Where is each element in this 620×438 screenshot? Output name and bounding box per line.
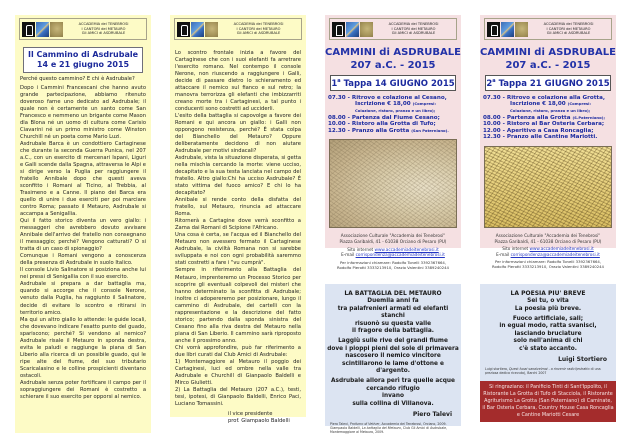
academy-header: [484, 18, 612, 40]
academy-names: ACCADEMIA dei TENEBROSI I CANTORI del METAURO Gli AMICI di ASDRUBALE: [543, 22, 594, 36]
stanza: Fuoco artificiale, sali; in egual modo, ratta svanisci, lasciando bruciature solo nell'anima di chi c'è stato accanto.: [499, 315, 597, 352]
paragraph: Annibale si rende conto della disfatta del fratello, sul Metauro, rinuncia ad attaccare Roma.: [175, 197, 301, 218]
asdrubale-logo-icon: [50, 22, 63, 37]
book-reference: 1) Montemaggiore al Metauro il poggio dei Cartaginesi, luci ed ombre nella valle tra Asdrubale e Churchill di Gianpaolo Baldelli e Mirco Giulietti.: [175, 358, 301, 386]
poem-battaglia-panel: [325, 284, 461, 435]
panel-stage-1: [325, 15, 461, 270]
poem-title: LA BATTAGLIA DEL METAURO: [344, 290, 442, 297]
poem-author: Luigi Stortiero: [558, 356, 607, 363]
stanza: Laggiù sulle rive del grandi fiume dove i pioppi pieni del sole di primavera nascosero il nemico vincitore scintillarono le lame d'ottone e d'argento.: [327, 338, 459, 374]
battle-body: [170, 50, 306, 408]
website-link[interactable]: www.accademiadeitenebrosi.it: [374, 246, 439, 252]
cantori-logo-icon: [346, 22, 359, 37]
logo-group: [487, 22, 528, 37]
acknowledgements-box: Si ringraziano: il Panificio Tinti di Sant'Ippolito, il Ristorante La Grotta di Tufo di Stacciola, il Ristorante Agriturismo La Grotta (San Paterniano) di Caminate, il Bar Osteria Cerbara, Country House Casa Roncaglia e Cantine Mariotti Cesare: [480, 381, 616, 422]
book-reference: 2) La Battaglia del Metauro (207 a.C.), testi, tesi, ipotesi, di Gianpaolo Baldelli, Enrico Paci, Luciano Tomassini.: [175, 386, 301, 407]
cantori-logo-icon: [191, 22, 204, 37]
paragraph: Dopo i Cammini Francescani che hanno avuto grande partecipazione, abbiamo ritenuto doveroso farne uno dedicato ad Asdrubale; il quale non è certamente un santo come San Francesco e nemmeno un brigante come Mason dla Blona né un uomo di cultura come Carisio Ciavarini né un primo ministro come Winston Churchill né un poeta come Mario Luzi.: [20, 85, 146, 141]
schedule-item: 10.00 - Ristoro alla Grotta di Tufo;: [328, 121, 436, 128]
intro-dates: 14 e 21 giugno 2015: [36, 60, 130, 69]
schedule-item: 08.00 - Partenza dal Fiume Cesano;: [328, 114, 440, 121]
stanza: Asdrubale allora perì tra quelle acque cercando rifugio invano sulla collina di Villanova.: [331, 378, 455, 407]
schedule-item: Colazione, ristoro, pranzo e un libro);: [355, 108, 436, 114]
schedule-item: 07.30 - Ritrovo e colazione alla Grotta,: [483, 94, 605, 101]
schedule-list: [480, 95, 616, 141]
cantori-logo-icon: [501, 22, 514, 37]
schedule-item: 08.00 - Partenza alla Grotta (S.Paterniano);: [483, 114, 605, 121]
asdrubale-logo-icon: [205, 22, 218, 37]
tenebrosi-logo-icon: [22, 22, 35, 37]
academy-names: ACCADEMIA dei TENEBROSI I CANTORI del METAURO Gli AMICI di ASDRUBALE: [388, 22, 439, 36]
paragraph: Lo scontro frontale inizia a favore del Cartaginese che con i suoi elefanti fa arretrare l'esercito romano. Nel contempo il console Nerone, non riuscendo a raggiungere i Galli, decide di passare dietro lo schieramento ed attaccare il nemico sul fianco e sul retro; la manovra terrorizza gli elefanti che imbizzarriti creano morte tra i Cartaginesi, a tal punto i conducenti sono costretti ad ucciderli.: [175, 50, 301, 113]
stage-date-box: 1$^a$ Tappa 14 GIUGNO 2015: [330, 75, 456, 91]
logo-group: [177, 22, 218, 37]
asdrubale-logo-icon: [515, 22, 528, 37]
schedule-item: Iscrizione € 18,00 (Compresi:: [355, 101, 436, 108]
panel-stage-2: [480, 15, 616, 270]
academy-header: [19, 18, 147, 40]
event-title: CAMMINI di ASDRUBALE 207 a.C. - 2015: [325, 47, 461, 71]
schedule-item: 12.30 - Pranzo alle Cantine Mariotti.: [483, 134, 598, 141]
association-info: Associazione Culturale "Accademia dei Tenebrosi" Piazza Garibaldi, 41 - 61038 Orciano di Pesaro (PU) Sito internet www.accademiadeitenebrosi.it E-mail corrispondenza@accademiadeitenebrosi.it Per informazioni chiamare: Rodolfo Tonelli 3392367664, Rodolfo Pierotti 3333213910, Orazio Valentini 3389240244: [325, 233, 461, 269]
paragraph: Sempre in riferimento alla Battaglia del Metauro, imprenteremo un Processo Storico per scoprire gli eventuali colpevoli dei misteri che hanno determinato la sconfitta di Asdrubale; inoltre ci adopereremo per posizionare, lungo il cammino di Asdrubale, dei cartelli con la rappresentazione e la descrizione del fatto storico; partendo dalla sponda sinistra del Cesano fino alla riva destra del Metauro nella piana di San Liberio. Il cammino sarà riproposto anche il prossimo anno.: [175, 267, 301, 344]
poem-reference: Luigi stortiero, Quest fuoai sanalvelmai - a rinvenir radici(estratto di una preziosa dedica ricevuta), Barchi 2007: [485, 367, 601, 376]
academy-names: ACCADEMIA dei TENEBROSI I CANTORI del METAURO Gli AMICI di ASDRUBALE: [233, 22, 284, 36]
intro-body: [15, 76, 151, 401]
paragraph: Qui il fatto storico diventa un vero giallo: i messaggeri che avrebbero dovuto avvisare Annibale dell'arrivo del fratello non consegnano il messaggio; perché? Vengono catturati? O si tratta di un caso di spionaggio?: [20, 218, 146, 253]
poem-author: Piero Talevi: [412, 411, 452, 418]
paragraph: Ritornerà a Cartagine dove verrà sconfitto a Zama dai Romani di Scipione l'Africano.: [175, 218, 301, 232]
poem-body: [480, 298, 616, 353]
logo-group: [332, 22, 373, 37]
event-title: CAMMINI di ASDRUBALE 207 a.C. - 2015: [480, 47, 616, 71]
intro-title: Il Cammino di Asdrubale: [27, 50, 139, 59]
association-info: Associazione Culturale "Accademia dei Tenebrosi" Piazza Garibaldi, 41 - 61038 Orciano di Pesaro (PU) Sito internet www.accademiadeitenebrosi.it E-mail corrispondenza@accademiadeitenebrosi.it Per informazioni chiamare: Rodolfo Tonelli 3392367664, Rodolfo Pierotti 3333213910, Orazio Valentini 3389240244: [480, 233, 616, 269]
poem-breve-panel: [480, 284, 616, 420]
intro-title-box: [23, 47, 143, 73]
schedule-item: 07.30 - Ritrovo e colazione al Cesano,: [328, 94, 447, 101]
paragraph: Comunque i Romani vengono a conoscenza della presenza di Asdrubale in suolo Italico.: [20, 253, 146, 267]
etching-battle-scene-image: [329, 139, 457, 228]
tenebrosi-logo-icon: [177, 22, 190, 37]
paragraph: Ma qui un altro giallo lo attende: le guide locali, che dovevano indicare l'esatto punto del guado, spariscono; perché? Si vendono al nemico? Asdrubale risale il Metauro in sponda destra, evita le paludi e raggiunge la piana di San Liberio alla ricerca di un possibile guado, qui le ripe alte del fiume, del suo tributario Scaricalasino e le colline prospicienti diventano ostacoli.: [20, 316, 146, 379]
cantori-logo-icon: [36, 22, 49, 37]
academy-names: ACCADEMIA dei TENEBROSI I CANTORI del METAURO Gli AMICI di ASDRUBALE: [78, 22, 129, 36]
stanza: Sei tu, o vita La poesia più breve.: [514, 298, 582, 312]
paragraph: Il console Livio Salinatore si posiziona anche lui nei pressi di Senigallia con il suo esercito.: [20, 267, 146, 281]
schedule-item: Iscrizione € 18,00 (Compresi:: [510, 101, 591, 108]
stanza: Duemila anni fa tra palafrenieri armati ed elefanti stanchi risuonò su questa valle il fragore della battaglia.: [337, 298, 449, 334]
website-link[interactable]: www.accademiadeitenebrosi.it: [529, 246, 594, 252]
paragraph: Una cosa è certa, se l'acqua ed il Bianchello del Metauro non avessero fermato il Cartaginese Asdrubale, la civiltà Romana non si sarebbe sviluppata e noi con ogni probabilità saremmo stati costretti a fare i "vu cumprà".: [175, 232, 301, 267]
paragraph: L'esito della battaglia si capovolge a favore dei Romani e qui ancora un giallo: i Galli non oppongono resistenza, perché? È stata colpa del Bianchello del Metauro? Oppure deliberatamente decidono di non aiutare Asdrubale per motivi sindacali?: [175, 113, 301, 155]
panel-battle-story: [170, 15, 306, 424]
email-link[interactable]: corrispondenza@accademiadeitenebrosi.it: [510, 251, 600, 257]
schedule-list: [325, 95, 461, 135]
contact-phones: Per informazioni chiamare: Rodolfo Tonelli 3392367664, Rodolfo Pierotti 3333213910, Orazio Valentini 3389240244: [492, 259, 604, 270]
signature: il vice presidente prof. Giampaolo Baldelli: [228, 410, 290, 424]
schedule-item: Colazione, ristoro, pranzo e un libro);: [510, 108, 591, 114]
stage-date-box: 2$^a$ Tappa 21 GIUGNO 2015: [485, 75, 611, 91]
etching-battle-map-image: [484, 146, 612, 228]
paragraph: Chi vorrà approfondire, può far riferimento a due libri curati dal Club Amici di Asdrubale:: [175, 344, 301, 358]
paragraph: Asdrubale senza poter fortificare il campo per il sopraggiungere dei Romani è costretto a schierare il suo esercito per opporsi al nemico.: [20, 379, 146, 400]
poem-title: LA POESIA PIU' BREVE: [510, 290, 586, 297]
poem-reference: Piero Talevi, Profumo di Vetiver, Accademia dei Tenebrosi, Orciano, 2009. Giampaolo Baldelli, La battaglia del Metauro, Club Gli Amici di Asdrubale, Montemaggiore al Metauro, 2009.: [330, 422, 448, 435]
schedule-item: 10.00 - Ristoro al Bar Osteria Cerbara;: [483, 121, 605, 128]
schedule-item: 12.00 - Aperitivo a Casa Roncaglia;: [483, 127, 594, 134]
panel-intro: [15, 15, 151, 433]
logo-group: [22, 22, 63, 37]
paragraph: Asdrubale si prepara a dar battaglia ma, quando si accorge che il console Nerone, venuto dalla Puglia, ha raggiunto il Salinatore, decide di evitare lo scontro e ritirarsi in territorio amico.: [20, 281, 146, 316]
schedule-item: 12.30 - Pranzo alla Grotta (San Paterniano).: [328, 127, 449, 134]
paragraph: Asdrubale Barca è un condottiero Cartaginese che durante la seconda Guerra Punica, nel 207 a.C., con un esercito di mercenari Ispani, Liguri e Galli scende dalla Spagna, attraversa le Alpi e si dirige verso la Puglia per raggiungere il fratello Annibale dopo che questi aveva sconfitto i Romani al Ticino, al Trebbia, al Trasimeno e a Canne. Il piano dei Barca era quello di unire i due eserciti per poi marciare contro Roma; passato il Metauro, Asdrubale si accampa a Senigallia.: [20, 141, 146, 218]
contact-phones: Per informazioni chiamare: Rodolfo Tonelli 3392367664, Rodolfo Pierotti 3333213910, Orazio Valentini 3389240244: [337, 259, 449, 270]
academy-header: [174, 18, 302, 40]
paragraph: Asdrubale, vista la situazione disperata, si getta nella mischia cercando la morte: viene ucciso, decapitato e la sua testa lanciata nel campo del fratello. Altro giallo:Chi ha ucciso Asdrubale? È stato vittima del fuoco amico? E chi lo ha decapitato?: [175, 155, 301, 197]
email-link[interactable]: corrispondenza@accademiadeitenebrosi.it: [355, 252, 445, 258]
paragraph: Perché questo cammino? E chi è Asdrubale?: [20, 76, 135, 82]
academy-header: [329, 18, 457, 40]
tenebrosi-logo-icon: [332, 22, 345, 37]
poem-body: [325, 298, 461, 408]
asdrubale-logo-icon: [360, 22, 373, 37]
tenebrosi-logo-icon: [487, 22, 500, 37]
